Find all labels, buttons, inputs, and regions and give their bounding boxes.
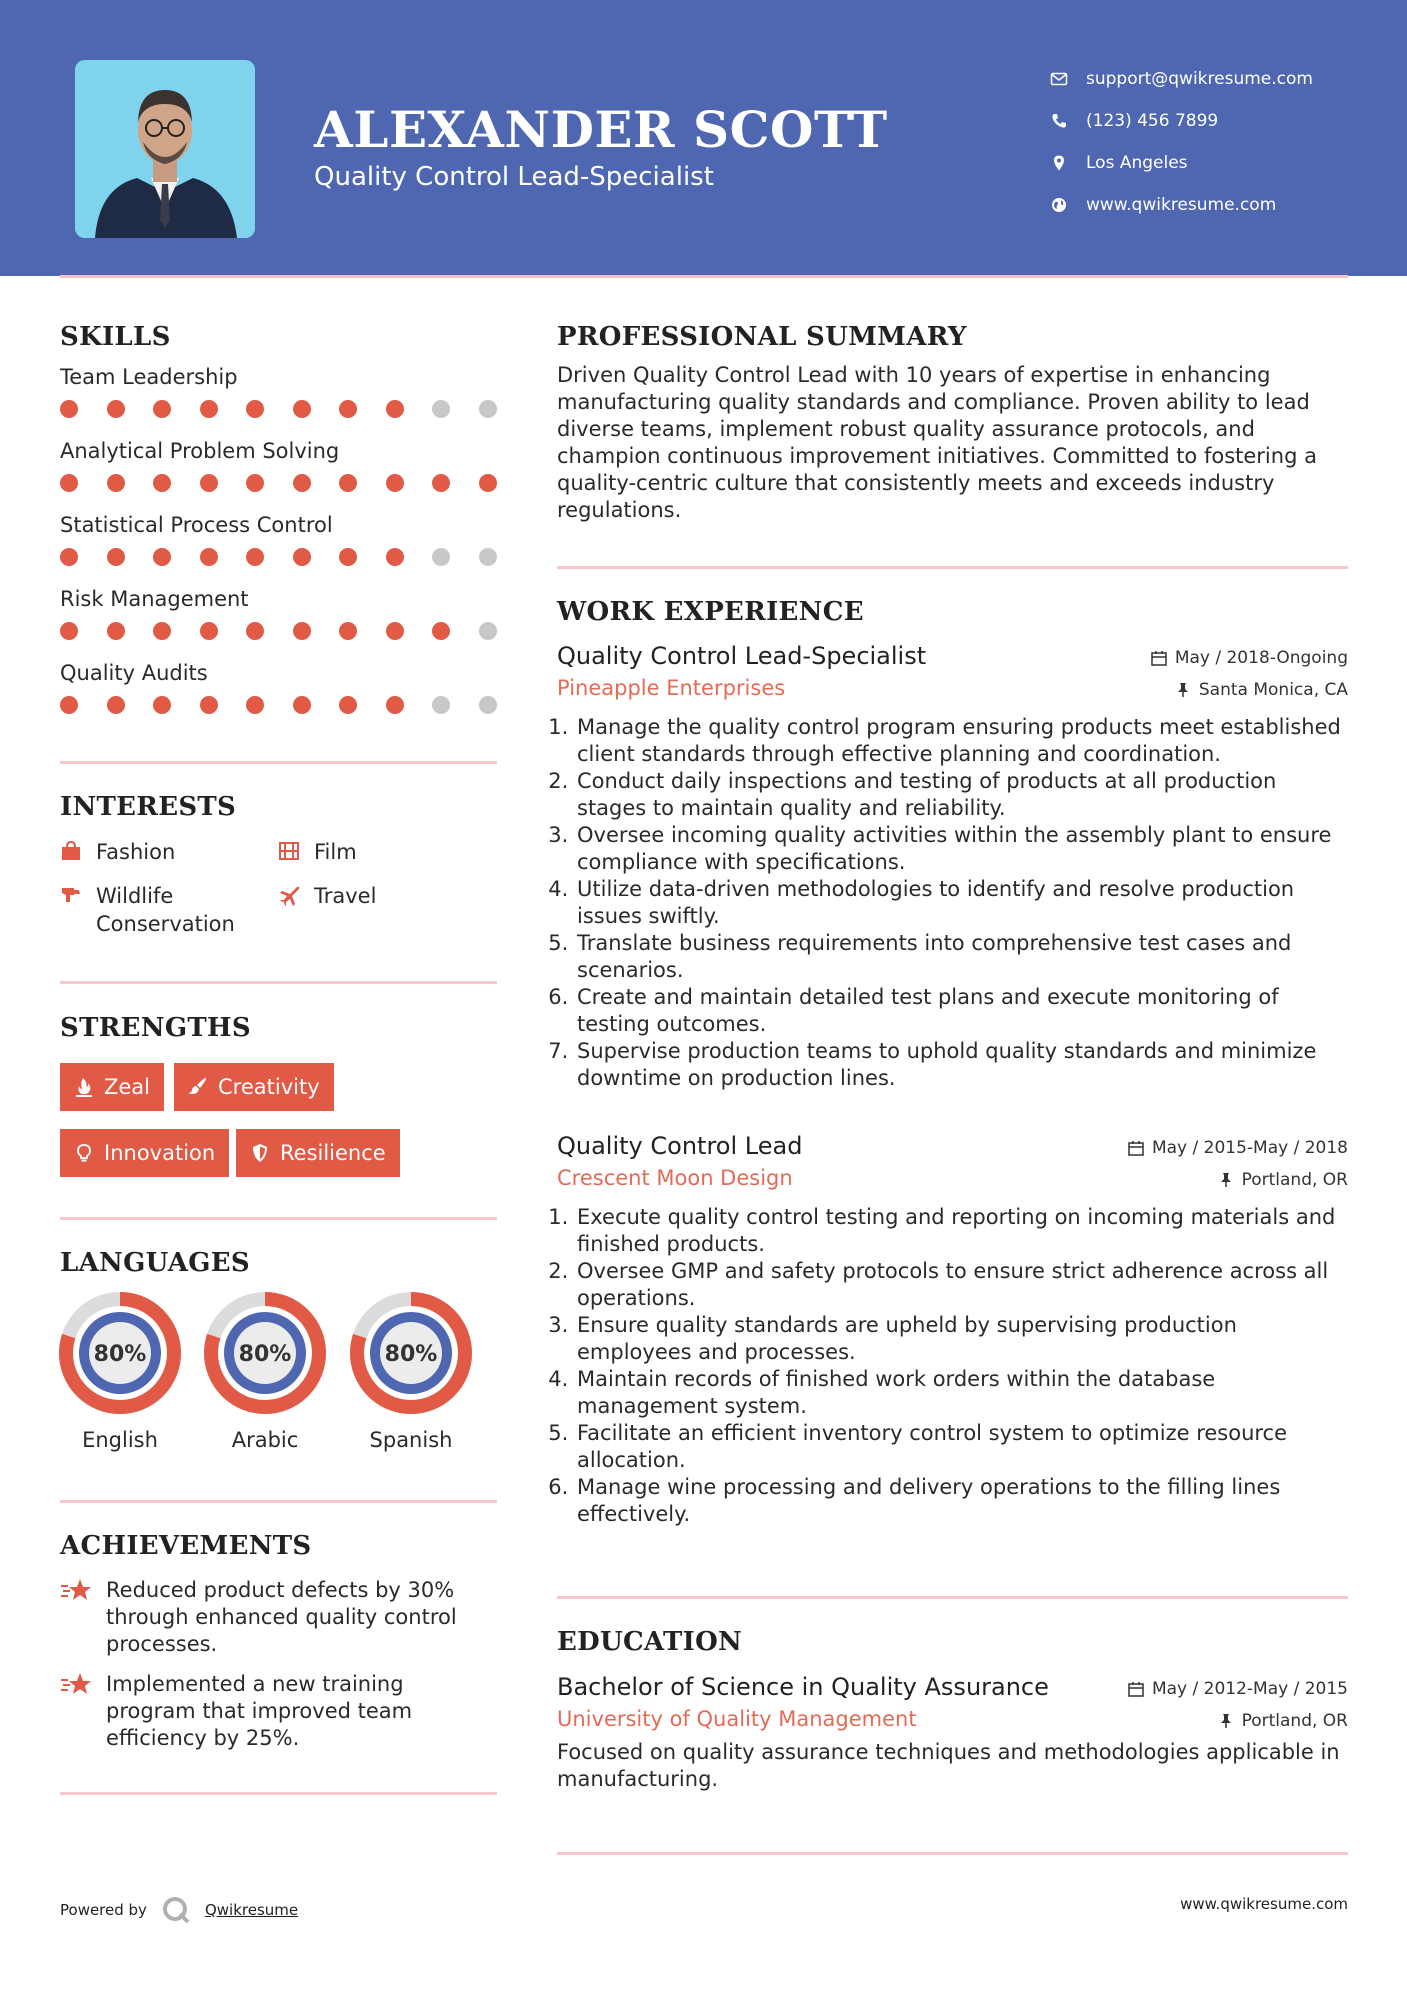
section-divider xyxy=(60,761,497,764)
duty-item: 4. Utilize data-driven methodologies to identify and resolve production issues swiftly. xyxy=(575,876,1348,930)
school-name: University of Quality Management xyxy=(557,1707,917,1731)
skill-rating xyxy=(60,472,497,512)
skills-section xyxy=(60,322,497,734)
skill-dot-filled xyxy=(153,548,171,566)
skill-dot-filled xyxy=(107,400,125,418)
skill-dot-filled xyxy=(246,622,264,640)
language-donut xyxy=(350,1292,472,1414)
skill-dot-filled xyxy=(386,696,404,714)
skill-item xyxy=(60,512,497,586)
strength-badge: Zeal xyxy=(60,1063,164,1111)
skill-name: Analytical Problem Solving xyxy=(60,439,340,463)
language-percent: 80% xyxy=(238,1342,292,1367)
duty-item: 2. Oversee GMP and safety protocols to ensure strict adherence across all operations. xyxy=(575,1258,1348,1312)
contact-phone[interactable]: (123) 456 7899 xyxy=(1050,100,1313,142)
skill-name: Risk Management xyxy=(60,587,249,611)
job-title: Quality Control Lead xyxy=(557,1132,803,1160)
duty-item: 1. Manage the quality control program ensuring products meet established client standards through effective planning and coordination. xyxy=(575,714,1348,768)
language-item xyxy=(350,1292,472,1452)
skill-dot-filled xyxy=(246,696,264,714)
skill-dot-filled xyxy=(246,548,264,566)
contact-website[interactable]: www.qwikresume.com xyxy=(1050,184,1313,226)
experience-section xyxy=(557,597,1348,1557)
summary-heading: PROFESSIONAL SUMMARY xyxy=(557,322,967,352)
language-name: Spanish xyxy=(369,1428,453,1452)
skill-dot-empty xyxy=(479,400,497,418)
skill-name: Team Leadership xyxy=(60,365,238,389)
skill-dot-filled xyxy=(60,696,78,714)
skill-dot-empty xyxy=(479,622,497,640)
duty-item: 3. Oversee incoming quality activities within the assembly plant to ensure compliance with specifications. xyxy=(575,822,1348,876)
qwikresume-link[interactable]: Qwikresume xyxy=(204,1901,299,1919)
skill-dot-filled xyxy=(200,696,218,714)
skill-dot-filled xyxy=(339,548,357,566)
section-divider xyxy=(60,1500,497,1503)
pushpin-icon xyxy=(1218,1172,1234,1188)
skill-dot-filled xyxy=(293,548,311,566)
contact-location: Los Angeles xyxy=(1050,142,1313,184)
language-donut xyxy=(204,1292,326,1414)
skill-dot-filled xyxy=(293,400,311,418)
strengths-heading: STRENGTHS xyxy=(60,1013,251,1043)
section-divider xyxy=(60,981,497,984)
globe-icon xyxy=(1050,196,1068,214)
duty-item: 7. Supervise production teams to uphold quality standards and minimize downtime on production lines. xyxy=(575,1038,1348,1092)
duty-item: 3. Ensure quality standards are upheld by supervising production employees and processes. xyxy=(575,1312,1348,1366)
language-name: English xyxy=(82,1428,158,1452)
interest-item: Travel xyxy=(278,882,478,910)
footer-powered xyxy=(60,1895,298,1925)
skill-dot-filled xyxy=(386,400,404,418)
skill-dot-filled xyxy=(107,696,125,714)
calendar-icon xyxy=(1151,650,1167,666)
skills-heading: SKILLS xyxy=(60,322,171,352)
skill-dot-filled xyxy=(293,474,311,492)
candidate-title: Quality Control Lead-Specialist xyxy=(314,162,714,192)
skill-dot-filled xyxy=(432,622,450,640)
education-section xyxy=(557,1627,1348,1791)
strength-badge: Innovation xyxy=(60,1129,229,1177)
duty-item: 2. Conduct daily inspections and testing of products at all production stages to maintain quality and reliability. xyxy=(575,768,1348,822)
skill-dot-filled xyxy=(200,622,218,640)
duty-item: 5. Translate business requirements into comprehensive test cases and scenarios. xyxy=(575,930,1348,984)
location-pin-icon xyxy=(1050,154,1068,172)
job-location: Portland, OR xyxy=(1218,1170,1348,1190)
skill-item xyxy=(60,660,497,734)
contact-email[interactable]: support@qwikresume.com xyxy=(1050,58,1313,100)
duty-item: 6. Create and maintain detailed test plans and execute monitoring of testing outcomes. xyxy=(575,984,1348,1038)
experience-heading: WORK EXPERIENCE xyxy=(557,597,864,627)
skill-rating xyxy=(60,620,497,660)
skill-item xyxy=(60,364,497,438)
summary-section xyxy=(557,322,1348,524)
skill-dot-empty xyxy=(432,696,450,714)
job-entry xyxy=(557,642,1348,1092)
skill-dot-filled xyxy=(339,696,357,714)
skill-dot-filled xyxy=(107,622,125,640)
header-divider xyxy=(60,275,1348,278)
skill-dot-filled xyxy=(479,474,497,492)
calendar-icon xyxy=(1128,1681,1144,1697)
skill-dot-filled xyxy=(432,474,450,492)
duty-item: 6. Manage wine processing and delivery operations to the filling lines effectively. xyxy=(575,1474,1348,1528)
skill-item xyxy=(60,438,497,512)
skill-dot-filled xyxy=(293,696,311,714)
company-name: Pineapple Enterprises xyxy=(557,676,786,700)
education-location: Portland, OR xyxy=(1218,1711,1348,1731)
education-date: May / 2012-May / 2015 xyxy=(1128,1679,1348,1699)
education-description: Focused on quality assurance techniques and methodologies applicable in manufacturing. xyxy=(557,1740,1340,1791)
job-date: May / 2015-May / 2018 xyxy=(1128,1138,1348,1158)
skill-dot-filled xyxy=(386,474,404,492)
language-donut xyxy=(59,1292,181,1414)
powered-by-label: Powered by xyxy=(60,1901,147,1919)
wildlife-icon xyxy=(60,884,82,906)
skill-dot-filled xyxy=(60,474,78,492)
interest-item: Wildlife Conservation xyxy=(60,882,265,938)
skill-dot-filled xyxy=(153,400,171,418)
paintbrush-icon xyxy=(188,1077,208,1097)
skill-dot-filled xyxy=(339,622,357,640)
skill-dot-filled xyxy=(339,400,357,418)
plane-icon xyxy=(278,884,300,906)
skill-dot-filled xyxy=(60,548,78,566)
skill-dot-filled xyxy=(153,696,171,714)
job-location: Santa Monica, CA xyxy=(1175,680,1348,700)
candidate-name: ALEXANDER SCOTT xyxy=(314,100,888,159)
skill-rating xyxy=(60,398,497,438)
skill-dot-filled xyxy=(200,400,218,418)
language-name: Arabic xyxy=(231,1428,299,1452)
strength-badge: Creativity xyxy=(174,1063,334,1111)
job-date: May / 2018-Ongoing xyxy=(1151,648,1348,668)
interest-item: Fashion xyxy=(60,838,260,866)
skill-dot-filled xyxy=(246,400,264,418)
shield-icon xyxy=(250,1143,270,1163)
skills-list xyxy=(60,364,497,734)
skill-rating xyxy=(60,694,497,734)
skill-dot-filled xyxy=(200,548,218,566)
skill-dot-empty xyxy=(432,548,450,566)
education-entry xyxy=(557,1673,1348,1793)
skill-dot-filled xyxy=(339,474,357,492)
pushpin-icon xyxy=(1218,1713,1234,1729)
skill-dot-empty xyxy=(432,400,450,418)
qwikresume-logo-icon xyxy=(161,1895,191,1925)
section-divider xyxy=(557,566,1348,569)
skill-name: Quality Audits xyxy=(60,661,208,685)
contact-list xyxy=(1050,58,1313,226)
film-icon xyxy=(278,840,300,862)
profile-photo xyxy=(75,60,255,238)
education-heading: EDUCATION xyxy=(557,1627,743,1657)
skill-dot-empty xyxy=(479,696,497,714)
skill-rating xyxy=(60,546,497,586)
section-divider xyxy=(60,1792,497,1795)
skill-dot-filled xyxy=(246,474,264,492)
summary-text: Driven Quality Control Lead with 10 years of expertise in enhancing manufacturing quality standards and compliance. Proven ability to lead diverse teams, implement robust quality assurance protocols, and champion continuous improvement initiatives. Committed to fostering a quality-centric culture that consistently meets and exceeds industry regulations. xyxy=(557,363,1317,522)
section-divider xyxy=(60,1217,497,1220)
duties-list xyxy=(557,1204,1348,1528)
languages-heading: LANGUAGES xyxy=(60,1248,250,1278)
header-banner xyxy=(0,0,1407,276)
skill-dot-filled xyxy=(293,622,311,640)
star-medal-icon xyxy=(60,1577,92,1605)
job-title: Quality Control Lead-Specialist xyxy=(557,642,927,670)
shopping-bag-icon xyxy=(60,840,82,862)
language-item xyxy=(59,1292,181,1452)
calendar-icon xyxy=(1128,1140,1144,1156)
language-item xyxy=(204,1292,326,1452)
duty-item: 5. Facilitate an efficient inventory control system to optimize resource allocation. xyxy=(575,1420,1348,1474)
lightbulb-icon xyxy=(74,1143,94,1163)
skill-dot-filled xyxy=(107,548,125,566)
skill-dot-filled xyxy=(60,400,78,418)
language-percent: 80% xyxy=(384,1342,438,1367)
interest-item: Film xyxy=(278,838,478,866)
section-divider xyxy=(557,1852,1348,1855)
fire-icon xyxy=(74,1077,94,1097)
footer-website[interactable]: www.qwikresume.com xyxy=(1180,1895,1348,1913)
skill-dot-filled xyxy=(200,474,218,492)
skill-item xyxy=(60,586,497,660)
email-icon xyxy=(1050,70,1068,88)
skill-dot-filled xyxy=(386,622,404,640)
language-percent: 80% xyxy=(93,1342,147,1367)
phone-icon xyxy=(1050,112,1068,130)
duty-item: 1. Execute quality control testing and reporting on incoming materials and finished products. xyxy=(575,1204,1348,1258)
company-name: Crescent Moon Design xyxy=(557,1166,793,1190)
strength-badge: Resilience xyxy=(236,1129,400,1177)
skill-dot-filled xyxy=(153,474,171,492)
skill-dot-filled xyxy=(107,474,125,492)
achievement-item: Reduced product defects by 30% through enhanced quality control processes. xyxy=(60,1577,497,1658)
section-divider xyxy=(557,1596,1348,1599)
degree-title: Bachelor of Science in Quality Assurance xyxy=(557,1673,1049,1701)
achievement-item: Implemented a new training program that improved team efficiency by 25%. xyxy=(60,1671,497,1752)
job-entry xyxy=(557,1132,1348,1528)
skill-dot-filled xyxy=(153,622,171,640)
skill-dot-filled xyxy=(386,548,404,566)
skill-name: Statistical Process Control xyxy=(60,513,333,537)
interests-heading: INTERESTS xyxy=(60,792,237,822)
duty-item: 4. Maintain records of finished work orders within the database management system. xyxy=(575,1366,1348,1420)
star-medal-icon xyxy=(60,1671,92,1699)
achievements-heading: ACHIEVEMENTS xyxy=(60,1531,312,1561)
pushpin-icon xyxy=(1175,682,1191,698)
skill-dot-empty xyxy=(479,548,497,566)
duties-list xyxy=(557,714,1348,1092)
skill-dot-filled xyxy=(60,622,78,640)
